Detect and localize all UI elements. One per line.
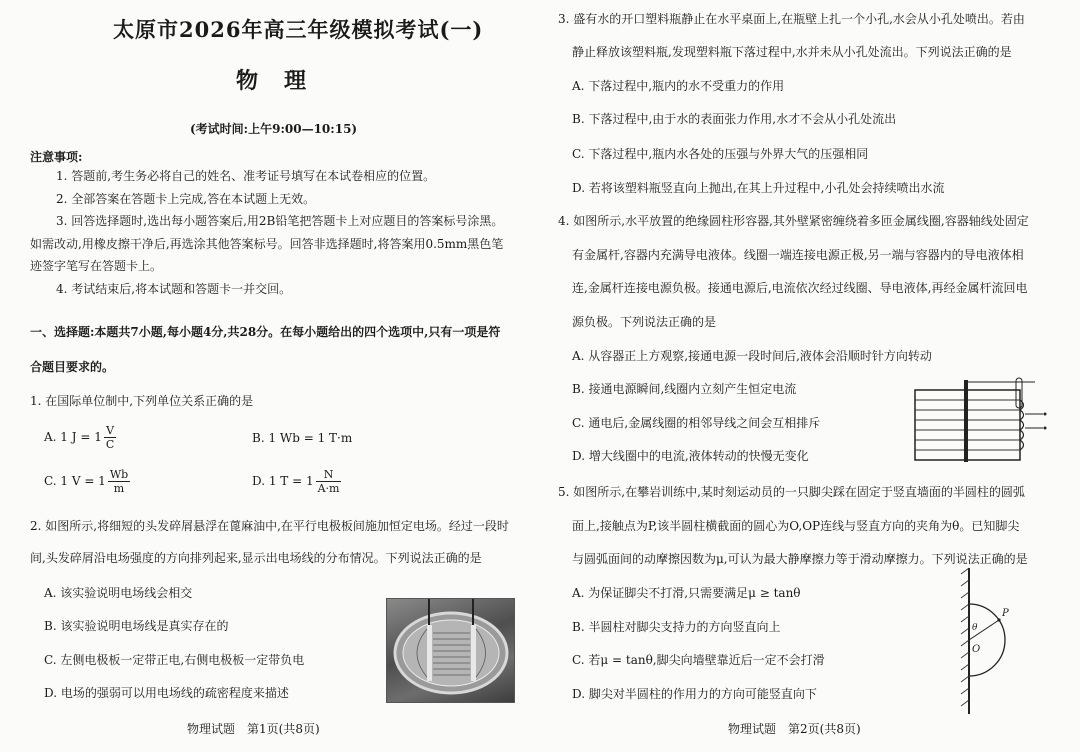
note-2: 2. 全部答案在答题卡上完成,答在本试题上无效。 [56, 192, 316, 206]
q4-option-c: C. 通电后,金属线圈的相邻导线之间会互相排斥 [572, 416, 821, 430]
note-3: 3. 回答选择题时,选出每小题答案后,用2B铅笔把答题卡上对应题目的答案标号涂黑。 [56, 214, 504, 228]
q2-stem-cont: 间,头发碎屑沿电场强度的方向排列起来,显示出电场线的分布情况。下列说法正确的是 [30, 551, 482, 565]
q2-option-c: C. 左侧电极板一定带正电,右侧电极板一定带负电 [44, 653, 305, 667]
note-4: 4. 考试结束后,将本试题和答题卡一并交回。 [56, 282, 292, 296]
exam-title: 太原市2026年高三年级模拟考试(一) [113, 17, 484, 42]
q3-stem-cont: 静止释放该塑料瓶,发现塑料瓶下落过程中,水并未从小孔处流出。下列说法正确的是 [572, 45, 1012, 59]
q2-stem: 2. 如图所示,将细短的头发碎屑悬浮在蓖麻油中,在平行电极板间施加恒定电场。经过一段时 [30, 519, 509, 533]
point-o-label: O [972, 644, 981, 655]
page-1-footer: 物理试题 第1页(共8页) [187, 722, 320, 736]
q5-option-a: A. 为保证脚尖不打滑,只需要满足μ ≥ tanθ [572, 586, 801, 600]
q4-option-d: D. 增大线圈中的电流,液体转动的快慢无变化 [572, 449, 809, 463]
exam-page-2 [540, 0, 1080, 752]
q2-option-d: D. 电场的强弱可以用电场线的疏密程度来描述 [44, 686, 289, 700]
q3-stem: 3. 盛有水的开口塑料瓶静止在水平桌面上,在瓶壁上扎一个小孔,水会从小孔处喷出。若由 [558, 12, 1025, 26]
note-3-cont: 如需改动,用橡皮擦干净后,再选涂其他答案标号。回答非选择题时,将答案用0.5mm黑色笔 [30, 237, 504, 251]
q5-stem-cont2: 与圆弧面间的动摩擦因数为μ,可认为最大静摩擦力等于滑动摩擦力。下列说法正确的是 [572, 552, 1028, 566]
q5-option-b: B. 半圆柱对脚尖支持力的方向竖直向上 [572, 620, 781, 634]
q5-option-d: D. 脚尖对半圆柱的作用力的方向可能竖直向下 [572, 687, 817, 701]
q2-option-b: B. 该实验说明电场线是真实存在的 [44, 619, 229, 633]
note-1: 1. 答题前,考生务必将自己的姓名、准考证号填写在本试卷相应的位置。 [56, 169, 436, 183]
notes-heading: 注意事项: [30, 150, 83, 164]
q5-stem-cont1: 面上,接触点为P,该半圆柱横截面的圆心为O,OP连线与竖直方向的夹角为θ。已知脚尖 [572, 519, 1020, 533]
q4-stem: 4. 如图所示,水平放置的绝缘圆柱形容器,其外壁紧密缠绕着多匝金属线圈,容器轴线处固定 [558, 214, 1029, 228]
q4-option-a: A. 从容器正上方观察,接通电源一段时间后,液体会沿顺时针方向转动 [572, 349, 932, 363]
q3-option-d: D. 若将该塑料瓶竖直向上抛出,在其上升过程中,小孔处会持续喷出水流 [572, 181, 945, 195]
q1-option-a: A. 1 J = 1 $\frac{V}{C}$ [44, 424, 115, 451]
point-p-label: P [1002, 608, 1009, 619]
coil-container-diagram [905, 374, 1055, 466]
page-2-footer: 物理试题 第2页(共8页) [728, 722, 861, 736]
q4-stem-cont3: 源负极。下列说法正确的是 [572, 315, 717, 329]
electric-field-photo-drawing [387, 599, 514, 702]
q3-option-b: B. 下落过程中,由于水的表面张力作用,水才不会从小孔处流出 [572, 112, 897, 126]
q1-option-b: B. 1 Wb = 1 T·m [252, 431, 353, 445]
q5-stem: 5. 如图所示,在攀岩训练中,某时刻运动员的一只脚尖踩在固定于竖直墙面的半圆柱的圆弧 [558, 485, 1025, 499]
half-cylinder-wall-diagram [955, 566, 1055, 716]
exam-time: (考试时间:上午9:00—10:15) [190, 122, 358, 136]
note-3-cont2: 迹签字笔写在答题卡上。 [30, 259, 163, 273]
section-heading: 一、选择题:本题共7小题,每小题4分,共28分。在每小题给出的四个选项中,只有一项是符 [30, 325, 501, 339]
theta-label: θ [972, 623, 978, 633]
q3-option-c: C. 下落过程中,瓶内水各处的压强与外界大气的压强相同 [572, 147, 869, 161]
q1-stem: 1. 在国际单位制中,下列单位关系正确的是 [30, 394, 254, 408]
section-heading-cont: 合题目要求的。 [30, 360, 115, 374]
q4-stem-cont2: 连,金属杆连接电源负极。接通电源后,电流依次经过线圈、导电液体,再经金属杆流回电 [572, 281, 1028, 295]
q4-option-b: B. 接通电源瞬间,线圈内立刻产生恒定电流 [572, 382, 797, 396]
subject-title: 物理 [236, 68, 333, 94]
q4-stem-cont1: 有金属杆,容器内充满导电液体。线圈一端连接电源正极,另一端与容器内的导电液体相 [572, 248, 1024, 262]
q2-option-a: A. 该实验说明电场线会相交 [44, 586, 193, 600]
q1-option-d: D. 1 T = 1 $\frac{N}{A\cdot m}$ [252, 468, 340, 495]
q5-option-c: C. 若μ = tanθ,脚尖向墙壁靠近后一定不会打滑 [572, 653, 825, 667]
q3-option-a: A. 下落过程中,瓶内的水不受重力的作用 [572, 79, 785, 93]
q1-option-c: C. 1 V = 1 $\frac{Wb}{m}$ [44, 468, 129, 495]
hair-fiber-electric-field-photo [386, 598, 515, 703]
